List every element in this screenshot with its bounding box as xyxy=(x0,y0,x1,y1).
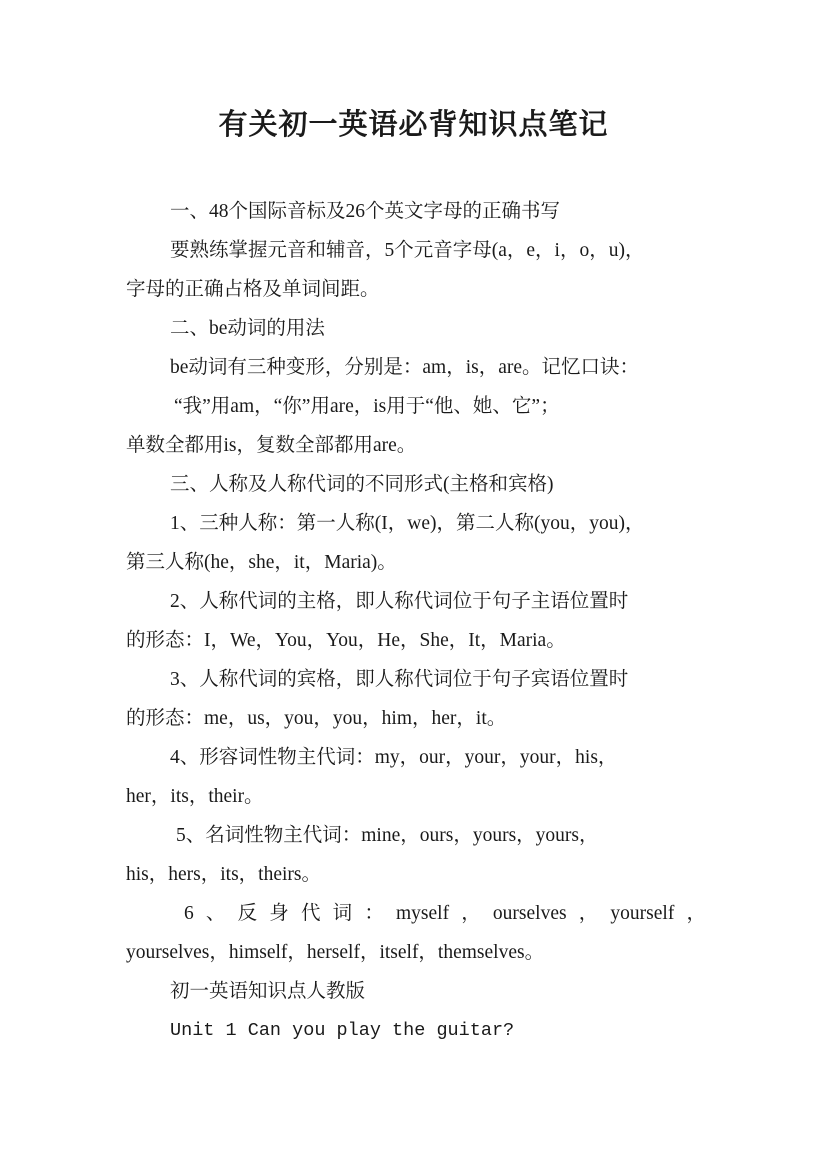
paragraph-line: 5、名词性物主代词：mine，ours，yours，yours， xyxy=(176,825,599,846)
unit-heading: Unit 1 Can you play the guitar? xyxy=(170,1020,515,1041)
paragraph-line: 要熟练掌握元音和辅音，5个元音字母(a，e，i，o，u)， xyxy=(170,240,645,261)
paragraph-line: yourselves，himself，herself，itself，themselves。 xyxy=(126,942,545,963)
paragraph-line: 4、形容词性物主代词：my，our，your，your，his， xyxy=(170,747,618,768)
paragraph-line: 1、三种人称：第一人称(I，we)，第二人称(you，you)， xyxy=(170,513,645,534)
paragraph-line: 的形态：me，us，you，you，him，her，it。 xyxy=(126,708,507,729)
paragraph-line: “我”用am，“你”用are，is用于“他、她、它”； xyxy=(174,396,560,417)
paragraph-line: 字母的正确占格及单词间距。 xyxy=(126,279,380,300)
subheading-textbook: 初一英语知识点人教版 xyxy=(170,981,366,1002)
paragraph-line: his，hers，its，theirs。 xyxy=(126,864,321,885)
paragraph-line: her，its，their。 xyxy=(126,786,264,807)
paragraph-line: 单数全都用is，复数全部都用are。 xyxy=(126,435,417,456)
section-heading-be-verb: 二、be动词的用法 xyxy=(170,318,325,339)
section-heading-phonetics: 一、48个国际音标及26个英文字母的正确书写 xyxy=(170,201,561,222)
paragraph-line: 3、人称代词的宾格，即人称代词位于句子宾语位置时 xyxy=(170,669,629,690)
paragraph-line: 6、反身代词：myself，ourselves，yourself， xyxy=(184,903,706,924)
section-heading-pronouns: 三、人称及人称代词的不同形式(主格和宾格) xyxy=(170,474,554,495)
paragraph-line: 2、人称代词的主格，即人称代词位于句子主语位置时 xyxy=(170,591,629,612)
paragraph-line: be动词有三种变形，分别是：am，is，are。记忆口诀： xyxy=(170,357,640,378)
paragraph-line: 第三人称(he，she，it，Maria)。 xyxy=(126,552,397,573)
document-title: 有关初一英语必背知识点笔记 xyxy=(218,107,609,141)
paragraph-line: 的形态：I，We，You，You，He，She，It，Maria。 xyxy=(126,630,566,651)
